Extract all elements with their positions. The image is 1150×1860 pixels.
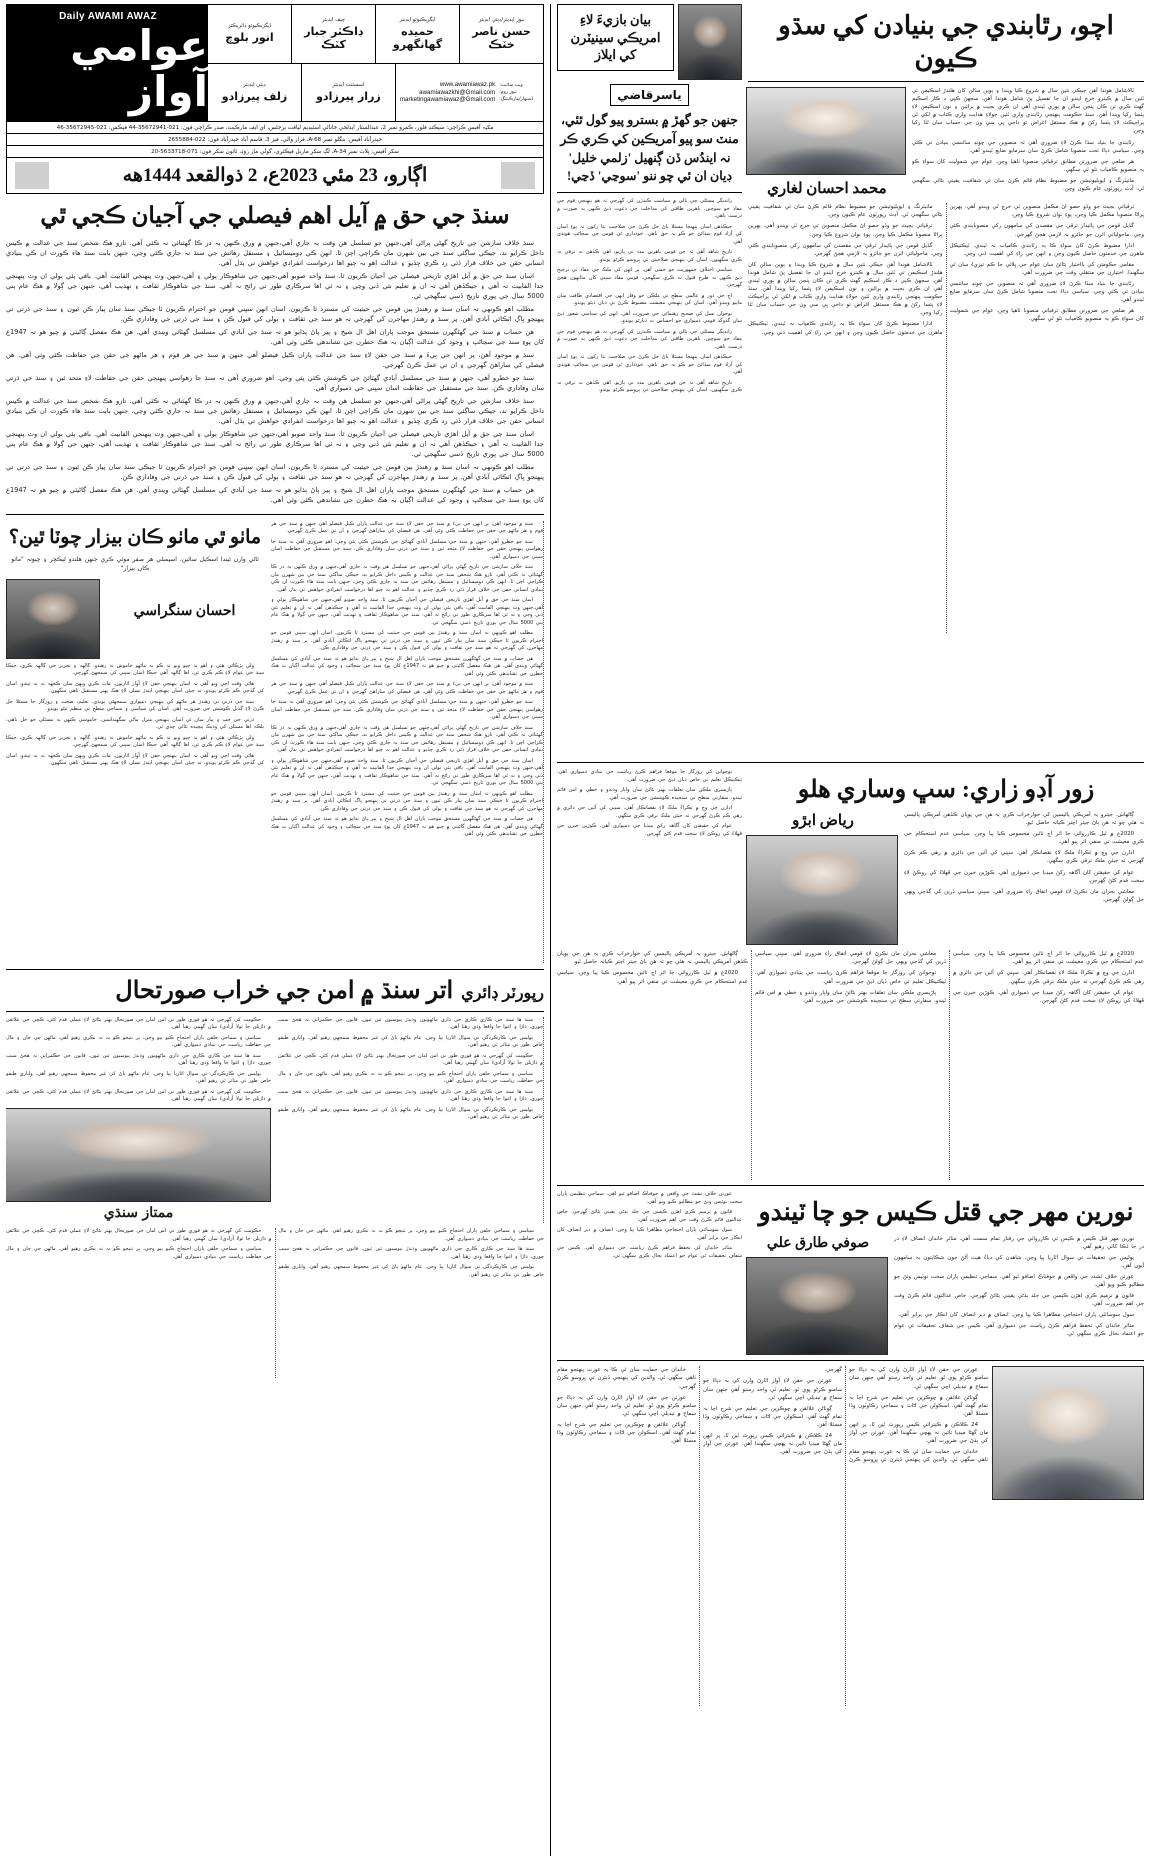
contact-values (400, 81, 495, 103)
article-riaz-body-b: 2020ع ۾ ٿيل ڪارروائي جا اثر اڄ تائين محسوس ڪيا پيا وڃن. سياسي عدم استحڪام جي ڪري معيشت تي منفي اثر پيو آهي. ادارن جي وچ ۾ ٽڪراءُ ملڪ لاءِ نقصانڪار آهي. سڀني کي آئين جي دائري ۾ رهي ڪم ڪرڻ گهرجي ته جيئن ملڪ ترقي ڪري سگهي. عوام کي حقيقتن کان آگاهہ رکڻ ميڊيا جي ذميواري آهي. ڪوڙين خبرن جي ڦهلاءَ کي روڪڻ لاءِ سخت قدم کڻڻ گهرجن. معاشي بحران مان نڪرڻ لاءِ قومي اتفاق راءِ ضروري آهي. سڀني سياسي ڌرين کي گڏجي ويهي حل ڳولڻ گهرجي. نوجوانن کي روزگار جا موقعا فراهم ڪرڻ رياست جي بنيادي ذميواري آهي. ٽيڪنيڪل تعليم تي خاص ڌيان ڏيڻ جي ضرورت آهي. پاڙيسري ملڪن سان تعلقات بهتر بڻائڻ سان واپار وڌندو ۽ خطي ۾ امن قائم ٿيندو. سفارتي سطح تي سنجيده ڪوششن جي ضرورت آهي. ڳالهاش. جيترو بہ آمريڪي پاليسين کي خوارخراب ڪري بہ هن جي پويان ڪڏهن آمريڪي پاليسي نہ هئي چو تہ هن ٻاڻ جيتر اچتر ڪياتہ حاصل ٿيو. 2020ع ۾ ٿيل ڪارروائي جا اثر اڄ تائين محسوس ڪيا پيا وڃن. سياسي عدم استحڪام جي ڪري معيشت تي منفي اثر پيو آهي. (557, 951, 1144, 1004)
left-section (550, 4, 1144, 1856)
contact-labels (499, 82, 533, 103)
staff-name: ڊاڪٽر جبار کٽڪ (304, 24, 363, 51)
article-lagari-author: محمد احسان لغاري (767, 181, 887, 197)
article-riaz-headline: زور آڊو زاري: سڀ وساري هلو (797, 777, 1095, 803)
staff-name: حميده گهانگهرو (392, 24, 443, 51)
staff-role: ايگزيڪيوٽو ايڊيٽر (399, 16, 436, 23)
article-yasir-author: ياسرقاضي (610, 84, 688, 106)
mid-zone (6, 521, 544, 963)
article-reporter-author: ممتاز سنڌي (103, 1205, 174, 1221)
article-noreen-body-a: نورين مهر قتل ڪيس ۾ ڪيس تي ڪارروائي جي رفتار تمام سست آهي. متاثر خاندان انصاف لاءِ در در جا ڌڪا کائي رهيو آهي. پوليس جي تحقيقات تي سوال اٿاريا پيا وڃن. شاهدن کي دٻاءُ هيٺ آڻڻ جون شڪايتون بہ سامهون آيون آهن. عورتن خلاف تشدد جي واقعن ۾ خوفناڪ اضافو ٿيو آهي. سماجي تنظيمن پاران سخت نوٽيس وٺڻ جو مطالبو ڪيو ويو آهي. قانون ۾ ترميم ڪري اهڙن ڪيسن جي جلد ٻڌڻي يقيني بڻائڻ گهرجي. خاص عدالتون قائم ڪرڻ وقت جي اهم ضرورت آهي. سول سوسائٽي پاران احتجاجي مظاهرا ڪيا پيا وڃن. انصاف ۾ دير انصاف کان انڪار جي برابر آهي. متاثر خاندان کي تحفظ فراهم ڪرڻ رياست جي ذميواري آهي. ڪيس جي شفاف تحقيقات ئي عوام جو اعتماد بحال ڪري سگهي ٿي. (894, 1235, 1144, 1338)
article-yasir-body: رانديگر مسئلي جي نالي ۾ سياست ڪندڙن کي گهرجي تہ هو پنهنجي قوم جي مفاد جو سوچين. ٻاهرين طاقتن کي مداخلت جي دعوت ڏيڻ ڪنهن بہ صورت ۾ درست ناهي. جيڪڏهن اسان پنهنجا مسئلا پاڻ حل ڪرڻ جي صلاحيت نٿا رکون تہ پوءِ اسان کي آزاد قوم سڏائڻ جو ڪو بہ حق ناهي. خودداري ئي قومن جي سڃاڻپ هوندي آهي. تاريخ شاهد آهي تہ جن قومن ٻاهرين مدد تي ڀاڙيو، اهي ڪڏهن بہ ترقي نہ ڪري سگهيون. اسان کي پنهنجي صلاحيتن تي ڀروسو ڪرڻو پوندو. سياسي اختلاف جمهوريت جو حسن آهن، پر انهن کي ملڪ جي مفاد تي ترجيح ڏيڻ ڪنهن بہ طرح قبول نہ ڪري سگهجي. قومي مفاد سڀني کان مٿانهون هجڻ گهرجي. اڄ جي دور ۾ عالمي سطح تي ملڪن جو وقار انهن جي اقتصادي طاقت سان ماپيو ويندو آهي. اسان کي پنهنجي معيشت مضبوط ڪرڻ تي ڌيان ڏيڻو پوندو. نوجوان نسل کي صحيح رهنمائي جي ضرورت آهي. انهن کي سياسي شعور ڏيڻ سان گڏوگڏ قومي ذميواري جو احساس بہ ڏيارڻو پوندو. رانديگر مسئلي جي نالي ۾ سياست ڪندڙن کي گهرجي تہ هو پنهنجي قوم جي مفاد جو سوچين. ٻاهرين طاقتن کي مداخلت جي دعوت ڏيڻ ڪنهن بہ صورت ۾ درست ناهي. جيڪڏهن اسان پنهنجا مسئلا پاڻ حل ڪرڻ جي صلاحيت نٿا رکون تہ پوءِ اسان کي آزاد قوم سڏائڻ جو ڪو بہ حق ناهي. خودداري ئي قومن جي سڃاڻپ هوندي آهي. تاريخ شاهد آهي تہ جن قومن ٻاهرين مدد تي ڀاڙيو، اهي ڪڏهن بہ ترقي نہ ڪري سگهيون. اسان کي پنهنجي صلاحيتن تي ڀروسو ڪرڻو پوندو. (557, 198, 742, 393)
lead-continuation: سنڌ ۾ موجود آهن، پر انهن جي ٻيءَ ۾ سنڌ جي حقن لاءِ سنڌ جي عدالت پاران ڪيل فيصلو آهي جنهن ۾ سنڌ جي هر قوم ۽ هر ماڻهو جي حقن جي حفاظت ڪئي وئي آهي. هن فيصلي کي ساراهڻ گهرجي ۽ ان تي عمل ڪرڻ گهرجي. سنڌ جو خطرو آهي، جنهن ۾ سنڌ جي مسلسل آبادي گهٽائڻ جي ڪوشش ڪئي پئي وڃي. اهو ضروري آهي تہ سنڌ جا رهواسي پنهنجي حقن جي حفاظت لاءِ متحد ٿين ۽ سنڌ جي ڌرتي سان وفاداري ڪن. سنڌ جي مستقبل جي حفاظت اسان سڀني جي ذميواري آهي. سنڌ خلاف سازشن جي تاريخ گهڻي پراڻي آهي،جنهن جو تسلسل هن وقت بہ جاري آهي،جنهن ۾ ورق ڪنهن بہ در ڪا گهٽتائي نہ ڪئي آهي. تازو هڪ شخص سنڌ جي عدالت ۾ ڪيس داخل ڪرايو ند، جيڪي ساڳئي سنڌ جي بين شهرن مان ڪراچي اچن ٿا. انهن ڪي ڊوميسائيل ۽ مستقل رهائش جي سنڌ نہ جاري ڪئي وڃي، جنهن بابت سنڌ هاء ڪورٽ ان ڪي بنيادي انساني حقن جي خلاف قرار ڏئي رد ڪري ڇڏيو ۽ عدالت اهو بہ چيو اها درخواست انفرادي خواهش تي ٻڌل آهي. اسان سنڌ جي حق ۾ آيل اهڙي تاريخي فيصلي جي آجيان ڪريون ٿا. سنڌ واحد صوبو آهي،جنهن جي شاهوڪار ٻولي ۽ آهي،جنهن وٽ پنهنجي الفابيت آهي. باقي ٻئي ٻولي ان وٽ پنهنجي جدا الفابيت نہ آهي ۽ جيڪڏهن آهي تہ ان ۾ تعليم نٿي ڏني وڃي ۽ نہ ئي اها سرڪاري طور تي رائج نہ آهي. سنڌ جي شاهوڪار ثقافت ۽ تهذيب آهي، جنهن جي ڳولا ۾ هڪ عام ٻني 5000 سال جي پوري تاريخ ڏسي سگهجي ٿي. مطلب اهو ڪونهي تہ اسان سنڌ ۾ رهندڙ ٻين قومن جي حيثيت کي مسترد ٿا ڪريون. اسان انهن سڀني قومن جو احترام ڪريون ٿا جيڪي سنڌ سان پيار ڪن ٿيون ۽ سنڌ جي ڌرتي تي پنهنجو ڀاڳ اٽڪائي آبادي آهن. پر سنڌ ۾ رهندڙ مهاجرن کي گهرجي تہ هو سنڌ جي ثقافت ۽ ٻولي کي قبول ڪن ۽ سنڌ جي ڌرتي جي وفاداري ڪن. هن حساب ۾ سنڌ جي گهڻگهرن مستحق موجب پاران اهل ال شيخ ۽ پير پاڻ ٻڌايو هو تہ سنڌ جي آبادي کي مسلسل گهٽائي ويندي آهي. هن هڪ مفصل ڳاڻيٽي ۾ چيو هو تہ 1947ع کان پوءِ سنڌ جي سڃاڻپ ۽ وجود کي عدالت اڳيان بہ هڪ خطرن جي نشاندهي ڪئي وئي آهي. سنڌ ۾ موجود آهن، پر انهن جي ٻيءَ ۾ سنڌ جي حقن لاءِ سنڌ جي عدالت پاران ڪيل فيصلو آهي جنهن ۾ سنڌ جي هر قوم ۽ هر ماڻهو جي حقن جي حفاظت ڪئي وئي آهي. هن فيصلي کي ساراهڻ گهرجي ۽ ان تي عمل ڪرڻ گهرجي. سنڌ جو خطرو آهي، جنهن ۾ سنڌ جي مسلسل آبادي گهٽائڻ جي ڪوشش ڪئي پئي وڃي. اهو ضروري آهي تہ سنڌ جا رهواسي پنهنجي حقن جي حفاظت لاءِ متحد ٿين ۽ سنڌ جي ڌرتي سان وفاداري ڪن. سنڌ جي مستقبل جي حفاظت اسان سڀني جي ذميواري آهي. سنڌ خلاف سازشن جي تاريخ گهڻي پراڻي آهي،جنهن جو تسلسل هن وقت بہ جاري آهي،جنهن ۾ ورق ڪنهن بہ در ڪا گهٽتائي نہ ڪئي آهي. تازو هڪ شخص سنڌ جي عدالت ۾ ڪيس داخل ڪرايو ند، جيڪي ساڳئي سنڌ جي بين شهرن مان ڪراچي اچن ٿا. انهن ڪي ڊوميسائيل ۽ مستقل رهائش جي سنڌ نہ جاري ڪئي وڃي، جنهن بابت سنڌ هاء ڪورٽ ان ڪي بنيادي انساني حقن جي خلاف قرار ڏئي رد ڪري ڇڏيو ۽ عدالت اهو بہ چيو اها درخواست انفرادي خواهش تي ٻڌل آهي. اسان سنڌ جي حق ۾ آيل اهڙي تاريخي فيصلي جي آجيان ڪريون ٿا. سنڌ واحد صوبو آهي،جنهن جي شاهوڪار ٻولي ۽ آهي،جنهن وٽ پنهنجي الفابيت آهي. باقي ٻئي ٻولي ان وٽ پنهنجي جدا الفابيت نہ آهي ۽ جيڪڏهن آهي تہ ان ۾ تعليم نٿي ڏني وڃي ۽ نہ ئي اها سرڪاري طور تي رائج نہ آهي. سنڌ جي شاهوڪار ثقافت ۽ تهذيب آهي، جنهن جي ڳولا ۾ هڪ عام ٻني 5000 سال جي پوري تاريخ ڏسي سگهجي ٿي. مطلب اهو ڪونهي تہ اسان سنڌ ۾ رهندڙ ٻين قومن جي حيثيت کي مسترد ٿا ڪريون. اسان انهن سڀني قومن جو احترام ڪريون ٿا جيڪي سنڌ سان پيار ڪن ٿيون ۽ سنڌ جي ڌرتي تي پنهنجو ڀاڳ اٽڪائي آبادي آهن. پر سنڌ ۾ رهندڙ مهاجرن کي گهرجي تہ هو سنڌ جي ثقافت ۽ ٻولي کي قبول ڪن ۽ سنڌ جي ڌرتي جي وفاداري ڪن. هن حساب ۾ سنڌ جي گهڻگهرن مستحق موجب پاران اهل ال شيخ ۽ پير پاڻ ٻڌايو هو تہ سنڌ جي آبادي کي مسلسل گهٽائي ويندي آهي. هن هڪ مفصل ڳاڻيٽي ۾ چيو هو تہ 1947ع کان پوءِ سنڌ جي سڃاڻپ ۽ وجود کي عدالت اڳيان بہ هڪ خطرن جي نشاندهي ڪئي وئي آهي. (271, 521, 544, 963)
article-reporter-kicker: رپورٽر ڊائري (461, 984, 544, 1002)
article-reporter-body-a: سنڌ ها سنڌ جي ڪاري ڪاري جي ڌاري ماڻهويون وڌندڙ بيوسيون ٿين ٿيون. قانون جي حڪمراني نہ هجڻ سبب چوري، ڌاڙا ۽ اغوا جا واقعا وڌي رهيا آهن. پوليس جي ڪارڪردگي تي سوال اٿاريا پيا وڃن. عام ماڻهو پاڻ کي غير محفوظ سمجهي رهيو آهي. واپاري طبقو خاص طور تي متاثر ٿي رهيو آهي. حڪومت کي گهرجي تہ هو فوري طور تي امن امان جي صورتحال بهتر بڻائڻ لاءِ عملي قدم کڻي. ڪچي جي علائقن ۾ ڌاڙيلن جا ٽولا آزاديءَ سان گهمي رهيا آهن. سياسي ۽ سماجي حلقن پاران احتجاج ڪيو پيو وڃي، پر نتيجو ڪو بہ نہ نڪري رهيو آهي. ماڻهن جي جان ۽ مال جي حفاظت رياست جي بنيادي ذميواري آهي. سنڌ ها سنڌ جي ڪاري ڪاري جي ڌاري ماڻهويون وڌندڙ بيوسيون ٿين ٿيون. قانون جي حڪمراني نہ هجڻ سبب چوري، ڌاڙا ۽ اغوا جا واقعا وڌي رهيا آهن. پوليس جي ڪارڪردگي تي سوال اٿاريا پيا وڃن. عام ماڻهو پاڻ کي غير محفوظ سمجهي رهيو آهي. واپاري طبقو خاص طور تي متاثر ٿي رهيو آهي. (278, 1017, 544, 1224)
dateline: اڳارو، 23 مئي 2023ع، 2 ذوالقعد 1444هه (122, 165, 428, 186)
staff-role: اسسٽنٽ ايڊيٽر (332, 81, 365, 88)
masthead-contact (395, 64, 543, 122)
masthead-addresses (6, 122, 544, 158)
dateline-bar (6, 158, 544, 194)
article-girl (557, 1366, 1144, 1706)
staff-role: ايگزيڪيوٽو ڊائريڪٽر (228, 23, 272, 30)
masthead-logo[interactable] (7, 5, 208, 121)
staff-cell-chief-editor (291, 5, 375, 63)
staff-cell-news-editor (459, 5, 543, 63)
right-section (6, 4, 550, 1856)
staff-name: زلف پيرزادو (221, 89, 288, 103)
article-noreen (557, 1191, 1144, 1355)
staff-cell-deputy-editor (208, 64, 301, 122)
staff-role: نيوز ايڊيٽر/ڊپٽي ايڊيٽر (478, 16, 525, 23)
article-yasir-verse: جنهن جو گهڙ ۾ بسترو پيو گول ٿئي، منٽ سو پيو آمريڪين کي ڪري ڪر نہ ايندُس ڏن ڳنهيل 'زلمي خليل' ڊيان ان ئي چو ننو 'سوڃي' ڏڃي! (560, 113, 739, 184)
article-riaz (557, 769, 1144, 1180)
article-yasir-author-photo (678, 4, 742, 80)
staff-cell-executive-editor (375, 5, 459, 63)
article-reporter-headline: اتر سنڌ ۾ امن جي خراب صورتحال (115, 977, 454, 1004)
contact-marketing-email[interactable]: marketingawamiawaz@Gmail.com (399, 95, 496, 103)
masthead-staff-row-1 (208, 5, 543, 64)
staff-name: حسن ناصر خٽڪ (472, 24, 531, 51)
staff-cell-executive-director (208, 5, 291, 63)
masthead (6, 4, 544, 122)
article-matho-headline: ماٺو ٿي ماٺو ڪان بيزار چوٽا ٿين؟ (8, 526, 262, 548)
article-girl-body: عورتن جي حقن لاءِ آواز اٿارڻ وارن کي بہ دٻاءَ جو سامنو ڪرڻو پوي ٿو. تعليم ئي واحد رستو آهي جنهن سان سماج ۾ تبديلي اچي سگهي ٿي. ڳوٺاڻن علائقن ۾ ڇوڪرين جي تعليم جي شرح اڃا بہ تمام گهٽ آهي. اسڪولن جي اڻاٺ ۽ سماجي رڪاوٽون وڏا مسئلا آهن. 24 ڪلاڪن ۾ ڪيترائي ڪيس رپورٽ ٿين ٿا، پر انهن مان گهڻا ميڊيا تائين نہ پهچي سگهندا آهن. عورتن جي آواز کي ٻڌڻ جي ضرورت آهي. خاندان جي حمايت سان ئي ڪا بہ عورت پنهنجو مقام ٺاهي سگهي ٿي. والدين کي پنهنجي ڌيئرن تي ڀروسو ڪرڻ گهرجي. عورتن جي حقن لاءِ آواز اٿارڻ وارن کي بہ دٻاءَ جو سامنو ڪرڻو پوي ٿو. تعليم ئي واحد رستو آهي جنهن سان سماج ۾ تبديلي اچي سگهي ٿي. ڳوٺاڻن علائقن ۾ ڇوڪرين جي تعليم جي شرح اڃا بہ تمام گهٽ آهي. اسڪولن جي اڻاٺ ۽ سماجي رڪاوٽون وڏا مسئلا آهن. 24 ڪلاڪن ۾ ڪيترائي ڪيس رپورٽ ٿين ٿا، پر انهن مان گهڻا ميڊيا تائين نہ پهچي سگهندا آهن. عورتن جي آواز کي ٻڌڻ جي ضرورت آهي. خاندان جي حمايت سان ئي ڪا بہ عورت پنهنجو مقام ٺاهي سگهي ٿي. والدين کي پنهنجي ڌيئرن تي ڀروسو ڪرڻ گهرجي. عورتن جي حقن لاءِ آواز اٿارڻ وارن کي بہ دٻاءَ جو سامنو ڪرڻو پوي ٿو. تعليم ئي واحد رستو آهي جنهن سان سماج ۾ تبديلي اچي سگهي ٿي. ڳوٺاڻن علائقن ۾ ڇوڪرين جي تعليم جي شرح اڃا بہ تمام گهٽ آهي. اسڪولن جي اڻاٺ ۽ سماجي رڪاوٽون وڏا مسئلا آهن. (557, 1367, 988, 1464)
article-noreen-headline: نورين مهر جي قتل ڪيس جو چا ٽيندو (758, 1199, 1134, 1227)
page-grid (6, 4, 1144, 1856)
article-noreen-body-side: عورتن خلاف تشدد جي واقعن ۾ خوفناڪ اضافو ٿيو آهي. سماجي تنظيمن پاران سخت نوٽيس وٺڻ جو مطالبو ڪيو ويو آهي. قانون ۾ ترميم ڪري اهڙن ڪيسن جي جلد ٻڌڻي يقيني بڻائڻ گهرجي. خاص عدالتون قائم ڪرڻ وقت جي اهم ضرورت آهي. سول سوسائٽي پاران احتجاجي مظاهرا ڪيا پيا وڃن. انصاف ۾ دير انصاف کان انڪار جي برابر آهي. متاثر خاندان کي تحفظ فراهم ڪرڻ رياست جي ذميواري آهي. ڪيس جي شفاف تحقيقات ئي عوام جو اعتماد بحال ڪري سگهي ٿي. (557, 1191, 742, 1259)
article-matho (6, 521, 264, 963)
staff-role: ڊپٽي ايڊيٽر (243, 81, 266, 88)
contact-label-newsroom: نيوز روم: (499, 89, 517, 95)
contact-newsroom-email[interactable]: awamiawazkhi@Gmail.com (419, 88, 496, 96)
address-hyderabad: حيدرآباد آفيس: بنگلو نمبر A-68، فراز والي، فيز 3، قاسم آباد حيدرآباد فون: 022-2655884 (7, 134, 543, 146)
article-riaz-body-a: ڳالهاش. جيترو بہ آمريڪي پاليسين کي خوارخراب ڪري بہ هن جي پويان ڪڏهن آمريڪي پاليسي نہ هئي چو تہ هن ٻاڻ جيتر اچتر ڪياتہ حاصل ٿيو. 2020ع ۾ ٿيل ڪارروائي جا اثر اڄ تائين محسوس ڪيا پيا وڃن. سياسي عدم استحڪام جي ڪري معيشت تي منفي اثر پيو آهي. ادارن جي وچ ۾ ٽڪراءُ ملڪ لاءِ نقصانڪار آهي. سڀني کي آئين جي دائري ۾ رهي ڪم ڪرڻ گهرجي ته جيئن ملڪ ترقي ڪري سگهي. عوام کي حقيقتن کان آگاهہ رکڻ ميڊيا جي ذميواري آهي. ڪوڙين خبرن جي ڦهلاءَ کي روڪڻ لاءِ سخت قدم کڻڻ گهرجن. معاشي بحران مان نڪرڻ لاءِ قومي اتفاق راءِ ضروري آهي. سڀني سياسي ڌرين کي گڏجي ويهي حل ڳولڻ گهرجي. (904, 812, 1144, 903)
contact-website[interactable]: www.awamiawaz.pk (439, 81, 496, 89)
contact-label-marketing: اشتهار/مارڪيٽنگ: (499, 96, 533, 102)
staff-name: زرار پيرزادو (316, 89, 381, 103)
staff-cell-assistant-editor (301, 64, 395, 122)
article-reporter-author-photo (6, 1108, 271, 1202)
article-riaz-author-photo (746, 835, 898, 945)
article-lagari-author-photo (746, 87, 906, 175)
article-matho-author: احسان سنگراسي (133, 603, 236, 619)
staff-role: چيف ايڊيٽر (321, 16, 346, 23)
article-yasir (557, 4, 742, 758)
masthead-staff-grid (208, 5, 543, 121)
article-girl-photo (992, 1366, 1144, 1500)
lead-headline: سنڌ جي حق ۾ آيل اهم فيصلي جي آجيان ڪجي ٿي (40, 203, 510, 228)
staff-name: انور بلوچ (225, 31, 274, 45)
article-reporter-body-b: حڪومت کي گهرجي تہ هو فوري طور تي امن امان جي صورتحال بهتر بڻائڻ لاءِ عملي قدم کڻي. ڪچي جي علائقن ۾ ڌاڙيلن جا ٽولا آزاديءَ سان گهمي رهيا آهن. سياسي ۽ سماجي حلقن پاران احتجاج ڪيو پيو وڃي، پر نتيجو ڪو بہ نہ نڪري رهيو آهي. ماڻهن جي جان ۽ مال جي حفاظت رياست جي بنيادي ذميواري آهي. سنڌ ها سنڌ جي ڪاري ڪاري جي ڌاري ماڻهويون وڌندڙ بيوسيون ٿين ٿيون. قانون جي حڪمراني نہ هجڻ سبب چوري، ڌاڙا ۽ اغوا جا واقعا وڌي رهيا آهن. پوليس جي ڪارڪردگي تي سوال اٿاريا پيا وڃن. عام ماڻهو پاڻ کي غير محفوظ سمجهي رهيو آهي. واپاري طبقو خاص طور تي متاثر ٿي رهيو آهي. حڪومت کي گهرجي تہ هو فوري طور تي امن امان جي صورتحال بهتر بڻائڻ لاءِ عملي قدم کڻي. ڪچي جي علائقن ۾ ڌاڙيلن جا ٽولا آزاديءَ سان گهمي رهيا آهن. ممتاز سنڌي (6, 1017, 271, 1224)
masthead-staff-row-2 (208, 64, 543, 122)
masthead-logo-english: Daily AWAMI AWAZ (59, 11, 157, 22)
article-matho-body: ولي ڀڙڪائي هئي ۽ اهو بہ چيو ويو تہ ڪو بہ ماڻهو خاموش نہ رهندو. ڳالهہ ۽ تحرير جي ڳالهہ ڪري، جيڪا سنڌ جي عوام لاءِ ڪم ڪري ٿي، اها ڳالهہ آهي جيڪا اسان سڀني کي سمجهڻ گهرجي. هاڻي وقت اچي ويو آهي تہ اسان پنهنجي حقن لاءِ آواز اٿاريون. ماٺ ڪري ويهڻ سان ڪجهہ بہ نہ ٿيندو. اسان کي گڏجي ڪم ڪرڻو پوندو، ته جيئن اسان پنهنجي ايندڙ نسلن لاءِ هڪ بهتر مستقبل ٺاهي سگهون. سنڌ جي ڌرتي تي رهندڙ هر ماڻهو کي پنهنجي ذميواري سمجهڻي پوندي. تعليم، صحت ۽ روزگار جا مسئلا حل ڪرڻ لاءِ گڏيل ڪوشش جي ضرورت آهي. اسان کي سياسي ۽ سماجي سطح تي منظم ٿيڻو پوندو. ڌرتي جي حب ۽ پيار سان ئي اسان پنهنجي منزل ماڻي سگهنداسين. خاموشي ڪنهن بہ مسئلي جو حل ناهي، بلڪہ اها مسئلن کي وڌيڪ پيچيده بڻائي ڇڏي ٿي. ولي ڀڙڪائي هئي ۽ اهو بہ چيو ويو تہ ڪو بہ ماڻهو خاموش نہ رهندو. ڳالهہ ۽ تحرير جي ڳالهہ ڪري، جيڪا سنڌ جي عوام لاءِ ڪم ڪري ٿي، اها ڳالهہ آهي جيڪا اسان سڀني کي سمجهڻ گهرجي. هاڻي وقت اچي ويو آهي تہ اسان پنهنجي حقن لاءِ آواز اٿاريون. ماٺ ڪري ويهڻ سان ڪجهہ بہ نہ ٿيندو. اسان کي گڏجي ڪم ڪرڻو پوندو، ته جيئن اسان پنهنجي ايندڙ نسلن لاءِ هڪ بهتر مستقبل ٺاهي سگهون. (6, 662, 264, 766)
article-reporter-body-c: سياسي ۽ سماجي حلقن پاران احتجاج ڪيو پيو وڃي، پر نتيجو ڪو بہ نہ نڪري رهيو آهي. ماڻهن جي جان ۽ مال جي حفاظت رياست جي بنيادي ذميواري آهي. سنڌ ها سنڌ جي ڪاري ڪاري جي ڌاري ماڻهويون وڌندڙ بيوسيون ٿين ٿيون. قانون جي حڪمراني نہ هجڻ سبب چوري، ڌاڙا ۽ اغوا جا واقعا وڌي رهيا آهن. پوليس جي ڪارڪردگي تي سوال اٿاريا پيا وڃن. عام ماڻهو پاڻ کي غير محفوظ سمجهي رهيو آهي. واپاري طبقو خاص طور تي متاثر ٿي رهيو آهي. حڪومت کي گهرجي تہ هو فوري طور تي امن امان جي صورتحال بهتر بڻائڻ لاءِ عملي قدم کڻي. ڪچي جي علائقن ۾ ڌاڙيلن جا ٽولا آزاديءَ سان گهمي رهيا آهن. سياسي ۽ سماجي حلقن پاران احتجاج ڪيو پيو وڃي، پر نتيجو ڪو بہ نہ نڪري رهيو آهي. ماڻهن جي جان ۽ مال جي حفاظت رياست جي بنيادي ذميواري آهي. (6, 1228, 544, 1278)
article-lagari (748, 4, 1144, 758)
article-noreen-author: صوفي طارق علي (766, 1235, 870, 1251)
address-sukkur: سکر آفيس: پلاٽ نمبر A-34، لڳ سکر ماربل فيڪٽري، گولي مار روڊ، ٽائون سکر فون: 071-5633718-20 (151, 148, 399, 155)
contact-label-website: ويب سائيٽ: (499, 82, 523, 88)
article-matho-intro: ٿاڻي وارن ٿيندا اسڪيل سائين، اسيمبلي هر صفر موٽي ڪري جنهن هلندو ليڪچر ۽ چيوتہ "ماٺو ڪان بيزار" (11, 555, 259, 572)
lead-body: سنڌ خلاف سازشن جي تاريخ گهڻي پراڻي آهي،جنهن جو تسلسل هن وقت بہ جاري آهي،جنهن ۾ ورق ڪنهن بہ در ڪا گهٽتائي نہ ڪئي آهي. تازو هڪ شخص سنڌ جي عدالت ۾ ڪيس داخل ڪرايو ند، جيڪي ساڳئي سنڌ جي بين شهرن مان ڪراچي اچن ٿا. انهن ڪي ڊوميسائيل ۽ مستقل رهائش جي سنڌ نہ جاري ڪئي وڃي، جنهن بابت سنڌ هاء ڪورٽ ان ڪي بنيادي انساني حقن جي خلاف قرار ڏئي رد ڪري ڇڏيو ۽ عدالت اهو بہ چيو اها درخواست انفرادي خواهش تي ٻڌل آهي. اسان سنڌ جي حق ۾ آيل اهڙي تاريخي فيصلي جي آجيان ڪريون ٿا. سنڌ واحد صوبو آهي،جنهن جي شاهوڪار ٻولي ۽ آهي،جنهن وٽ پنهنجي الفابيت آهي. باقي ٻئي ٻولي ان وٽ پنهنجي جدا الفابيت نہ آهي ۽ جيڪڏهن آهي تہ ان ۾ تعليم نٿي ڏني وڃي ۽ نہ ئي اها سرڪاري طور تي رائج نہ آهي. سنڌ جي شاهوڪار ثقافت ۽ تهذيب آهي، جنهن جي ڳولا ۾ هڪ عام ٻني 5000 سال جي پوري تاريخ ڏسي سگهجي ٿي. مطلب اهو ڪونهي تہ اسان سنڌ ۾ رهندڙ ٻين قومن جي حيثيت کي مسترد ٿا ڪريون. اسان انهن سڀني قومن جو احترام ڪريون ٿا جيڪي سنڌ سان پيار ڪن ٿيون ۽ سنڌ جي ڌرتي تي پنهنجو ڀاڳ اٽڪائي آبادي آهن. پر سنڌ ۾ رهندڙ مهاجرن کي گهرجي تہ هو سنڌ جي ثقافت ۽ ٻولي کي قبول ڪن ۽ سنڌ جي ڌرتي جي وفاداري ڪن. هن حساب ۾ سنڌ جي گهڻگهرن مستحق موجب پاران اهل ال شيخ ۽ پير پاڻ ٻڌايو هو تہ سنڌ جي آبادي کي مسلسل گهٽائي ويندي آهي. هن هڪ مفصل ڳاڻيٽي ۾ چيو هو تہ 1947ع کان پوءِ سنڌ جي سڃاڻپ ۽ وجود کي عدالت اڳيان بہ هڪ خطرن جي نشاندهي ڪئي وئي آهي. سنڌ ۾ موجود آهن، پر انهن جي ٻيءَ ۾ سنڌ جي حقن لاءِ سنڌ جي عدالت پاران ڪيل فيصلو آهي جنهن ۾ سنڌ جي هر قوم ۽ هر ماڻهو جي حقن جي حفاظت ڪئي وئي آهي. هن فيصلي کي ساراهڻ گهرجي ۽ ان تي عمل ڪرڻ گهرجي. سنڌ جو خطرو آهي، جنهن ۾ سنڌ جي مسلسل آبادي گهٽائڻ جي ڪوشش ڪئي پئي وڃي. اهو ضروري آهي تہ سنڌ جا رهواسي پنهنجي حقن جي حفاظت لاءِ متحد ٿين ۽ سنڌ جي ڌرتي سان وفاداري ڪن. سنڌ جي مستقبل جي حفاظت اسان سڀني جي ذميواري آهي. سنڌ خلاف سازشن جي تاريخ گهڻي پراڻي آهي،جنهن جو تسلسل هن وقت بہ جاري آهي،جنهن ۾ ورق ڪنهن بہ در ڪا گهٽتائي نہ ڪئي آهي. تازو هڪ شخص سنڌ جي عدالت ۾ ڪيس داخل ڪرايو ند، جيڪي ساڳئي سنڌ جي بين شهرن مان ڪراچي اچن ٿا. انهن ڪي ڊوميسائيل ۽ مستقل رهائش جي سنڌ نہ جاري ڪئي وڃي، جنهن بابت سنڌ هاء ڪورٽ ان ڪي بنيادي انساني حقن جي خلاف قرار ڏئي رد ڪري ڇڏيو ۽ عدالت اهو بہ چيو اها درخواست انفرادي خواهش تي ٻڌل آهي. اسان سنڌ جي حق ۾ آيل اهڙي تاريخي فيصلي جي آجيان ڪريون ٿا. سنڌ واحد صوبو آهي،جنهن جي شاهوڪار ٻولي ۽ آهي،جنهن وٽ پنهنجي الفابيت آهي. باقي ٻئي ٻولي ان وٽ پنهنجي جدا الفابيت نہ آهي ۽ جيڪڏهن آهي تہ ان ۾ تعليم نٿي ڏني وڃي ۽ نہ ئي اها سرڪاري طور تي رائج نہ آهي. سنڌ جي شاهوڪار ثقافت ۽ تهذيب آهي، جنهن جي ڳولا ۾ هڪ عام ٻني 5000 سال جي پوري تاريخ ڏسي سگهجي ٿي. مطلب اهو ڪونهي تہ اسان سنڌ ۾ رهندڙ ٻين قومن جي حيثيت کي مسترد ٿا ڪريون. اسان انهن سڀني قومن جو احترام ڪريون ٿا جيڪي سنڌ سان پيار ڪن ٿيون ۽ سنڌ جي ڌرتي تي پنهنجو ڀاڳ اٽڪائي آبادي آهن. پر سنڌ ۾ رهندڙ مهاجرن کي گهرجي تہ هو سنڌ جي ثقافت ۽ ٻولي کي قبول ڪن ۽ سنڌ جي ڌرتي جي وفاداري ڪن. هن حساب ۾ سنڌ جي گهڻگهرن مستحق موجب پاران اهل ال شيخ ۽ پير پاڻ ٻڌايو هو تہ سنڌ جي آبادي کي مسلسل گهٽائي ويندي آهي. هن هڪ مفصل ڳاڻيٽي ۾ چيو هو تہ 1947ع کان پوءِ سنڌ جي سڃاڻپ ۽ وجود کي عدالت اڳيان بہ هڪ خطرن جي نشاندهي ڪئي وئي آهي. (6, 238, 544, 504)
article-reporter (6, 976, 544, 1379)
masthead-logo-sindhi: عوامي آواز (70, 21, 208, 116)
article-lagari-headline: اچو، رٿابندي جي بنيادن کي سڌو ڪيون (778, 11, 1114, 73)
article-lagari-body-a: ٽالاشامل هوندا آهن جيڪي نئين سال ۾ شروع ڪيا ويندا ۽ ٻوين سالن کان هلندڙ اسڪيمن تي ٽئين سال ۾ ڪيترو خرچ ايندو ان جا تفصيل پڻ شامل هوندا آهن. سجهڻ ڪپي د ڪار اسڪيم گهٽ ڪري تن ڪان پنجن سالن ۾ ٻوري ٿيندي آهي ان ڪري بجيت ۾ برائين ۽ نون اسڪيمن لاءِ پئسا رکيا ويندا آهن. سنڌ حڪومت پنهنجي رٿابندي واري ٽئين جولاءِ هدايت واري ڪتاب ۾ لکي ٿي پراجيڪٽ لاءِ پئسا رکڻ ۾ هڪ مستقل اغراض تو داخي پي سي ون جي حساب سان ٿئا رکيا وڃن. رٿابندي جا بنياد سڌا ڪرڻ لاءِ ضروري آهي تہ منصوبن جي چونڊ سائنسي بنيادن تي ڪئي وڃي. سياسي دٻاءَ تحت منصوبا شامل ڪرڻ سان سرمايو ضايع ٿيندو آهي. هر ضلعي جي ضرورتن مطابق ترقياتي منصوبا ٺاهيا وڃن. عوام جي شموليت کان سواءِ ڪو بہ منصوبو ڪامياب نٿو ٿي سگهي. مانيٽرنگ ۽ ايويليوئيشن جو مضبوط نظام قائم ڪرڻ سان ئي شفافيت يقيني بڻائي سگهجي ٿي. آڊٽ رپورٽون عام ڪيون وڃن. (911, 88, 1144, 193)
article-riaz-author: رياض ابڙو (792, 813, 854, 829)
lead-article (6, 202, 544, 508)
article-yasir-headline: بيان بازيءَ لاءِ امريڪي سينيٽرن کي ايلاز (557, 4, 674, 71)
article-lagari-body-b: ترقياتي بجيٽ جو وڏو حصو اڻ مڪمل منصوبن تي خرچ ٿي ويندو آهي. پهرين پراڻا منصوبا مڪمل ڪيا وڃن، پوءِ نوان شروع ڪيا وڃن. گڏيل قومن جي پائيدار ترقي جي مقصدن کي سامهون رکي منصوبابندي ڪئي وڃي. ماحولياتي اثرن جو جائزو بہ لازمي هجڻ گهرجي. ادارا مضبوط ڪرڻ کان سواءِ ڪا بہ رٿابندي ڪامياب نہ ٿيندي. ٽيڪنيڪل ماهرن جي خدمتون حاصل ڪيون وڃن ۽ انهن جي راءِ کي اهميت ڏني وڃي. مقامي حڪومتن کي بااختيار بڻائڻ سان عوام جي ڀلائي جا ڪم تيزيءَ سان ٿي سگهندا. اختيارن جي منتقلي وقت جي ضرورت آهي. رٿابندي جا بنياد سڌا ڪرڻ لاءِ ضروري آهي تہ منصوبن جي چونڊ سائنسي بنيادن تي ڪئي وڃي. سياسي دٻاءَ تحت منصوبا شامل ڪرڻ سان سرمايو ضايع ٿيندو آهي. هر ضلعي جي ضرورتن مطابق ترقياتي منصوبا ٺاهيا وڃن. عوام جي شموليت کان سواءِ ڪو بہ منصوبو ڪامياب نٿو ٿي سگهي. مانيٽرنگ ۽ ايويليوئيشن جو مضبوط نظام قائم ڪرڻ سان ئي شفافيت يقيني بڻائي سگهجي ٿي. آڊٽ رپورٽون عام ڪيون وڃن. ترقياتي بجيٽ جو وڏو حصو اڻ مڪمل منصوبن تي خرچ ٿي ويندو آهي. پهرين پراڻا منصوبا مڪمل ڪيا وڃن، پوءِ نوان شروع ڪيا وڃن. گڏيل قومن جي پائيدار ترقي جي مقصدن کي سامهون رکي منصوبابندي ڪئي وڃي. ماحولياتي اثرن جو جائزو بہ لازمي هجڻ گهرجي. ٽالاشامل هوندا آهن جيڪي نئين سال ۾ شروع ڪيا ويندا ۽ ٻوين سالن کان هلندڙ اسڪيمن تي ٽئين سال ۾ ڪيترو خرچ ايندو ان جا تفصيل پڻ شامل هوندا آهن. سجهڻ ڪپي د ڪار اسڪيم گهٽ ڪري تن ڪان پنجن سالن ۾ ٻوري ٿيندي آهي ان ڪري بجيت ۾ برائين ۽ نون اسڪيمن لاءِ پئسا رکيا ويندا آهن. سنڌ حڪومت پنهنجي رٿابندي واري ٽئين جولاءِ هدايت واري ڪتاب ۾ لکي ٿي پراجيڪٽ لاءِ پئسا رکڻ ۾ هڪ مستقل اغراض تو داخي پي سي ون جي حساب سان ٿئا رکيا وڃن. ادارا مضبوط ڪرڻ کان سواءِ ڪا بہ رٿابندي ڪامياب نہ ٿيندي. ٽيڪنيڪل ماهرن جي خدمتون حاصل ڪيون وڃن ۽ انهن جي راءِ کي اهميت ڏني وڃي. (748, 204, 1144, 336)
article-noreen-author-photo (746, 1257, 888, 1355)
article-matho-author-photo (6, 579, 100, 659)
article-riaz-body-side: نوجوانن کي روزگار جا موقعا فراهم ڪرڻ رياست جي بنيادي ذميواري آهي. ٽيڪنيڪل تعليم تي خاص ڌيان ڏيڻ جي ضرورت آهي. پاڙيسري ملڪن سان تعلقات بهتر بڻائڻ سان واپار وڌندو ۽ خطي ۾ امن قائم ٿيندو. سفارتي سطح تي سنجيده ڪوششن جي ضرورت آهي. ادارن جي وچ ۾ ٽڪراءُ ملڪ لاءِ نقصانڪار آهي. سڀني کي آئين جي دائري ۾ رهي ڪم ڪرڻ گهرجي ته جيئن ملڪ ترقي ڪري سگهي. عوام کي حقيقتن کان آگاهہ رکڻ ميڊيا جي ذميواري آهي. ڪوڙين خبرن جي ڦهلاءَ کي روڪڻ لاءِ سخت قدم کڻڻ گهرجن. (557, 769, 742, 837)
address-karachi: مکيہ آفيس ڪراچي: سيڪنڊ فلور، ڪمرو نمبر 2، عبدالستار ايڊلجي خاناڻي اسٽيڊيم لياقت برجڻس، اي ايف مارڪيٽ، صدر ڪراچي فون: 021-35672941-44 فيڪس: 021-35672945-46 (7, 122, 543, 134)
